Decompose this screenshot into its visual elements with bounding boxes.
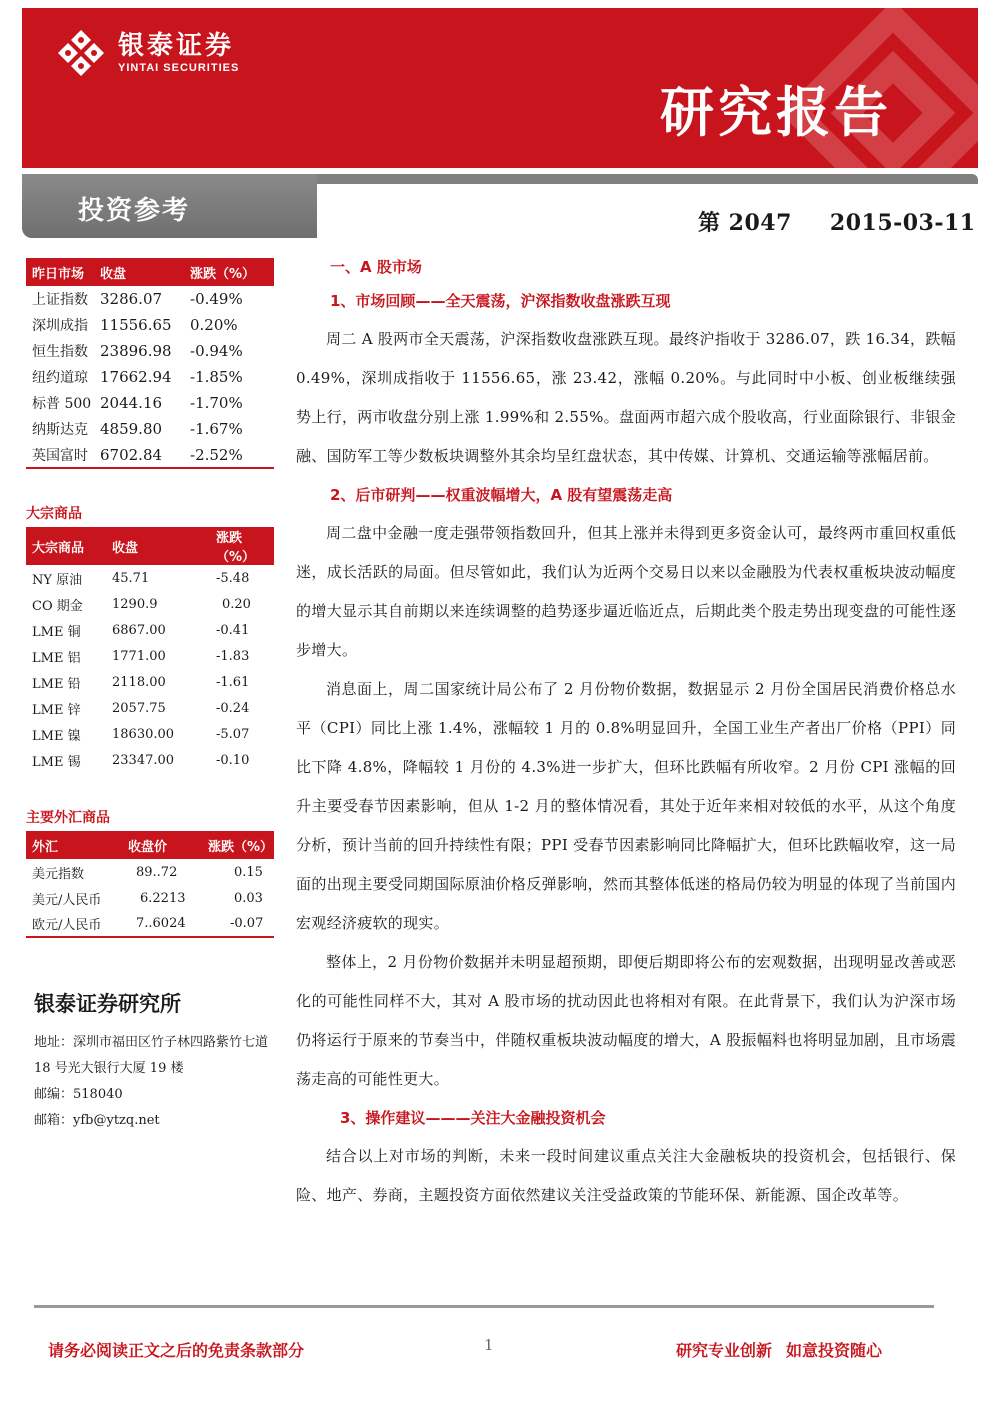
institute-contact [34,1030,279,1134]
column-header: 涨跌（%） [202,831,274,859]
yintai-logo-icon [56,28,106,78]
forex-change: 0.03 [234,890,263,906]
forex-close: 7..6024 [122,911,202,937]
table-row [26,416,274,442]
paragraph-market-review: 周二 A 股两市全天震荡，沪深指数收盘涨跌互现。最终沪指收于 3286.07，跌 16.34，跌幅 0.49%，深圳成指收于 11556.65，涨 23.42，涨幅 0.20%。与此同时中小板、创业板继续强势上行，两市收盘分别上涨 1.99%和 2.55%。盘面两市超六成个股收高，行业面除银行、非银金融、国防军工等少数板块调整外其余均呈红盘状态，其中传媒、计算机、交通运输等涨幅居前。 [296,330,956,465]
table-row [26,591,274,617]
paragraph-outlook-3: 整体上，2 月份物价数据并未明显超预期，即便后期即将公布的宏观数据，出现明显改善或恶化的可能性同样不大，其对 A 股市场的扰动因此也将相对有限。在此背景下，我们认为沪深市场仍将运行于原来的节奏当中，伴随权重板块波动幅度的增大，A 股振幅料也将明显加剧，且市场震荡走高的可能性更大。 [296,953,956,1088]
commodity-change: -1.83 [216,648,250,664]
slogan-1: 研究专业创新 [676,1341,773,1360]
column-header: 涨跌（%） [184,258,274,286]
forex-title: 主要外汇商品 [26,810,110,826]
market-name: 英国富时 [26,442,94,468]
disclaimer-notice: 请务必阅读正文之后的免责条款部分 [48,1341,305,1360]
table-row [26,643,274,669]
commodity-name: LME 铅 [32,676,81,692]
commodity-close: 1771.00 [112,648,166,664]
commodity-change: -5.48 [216,570,250,586]
forex-name: 美元指数 [32,866,85,882]
column-header: 外汇 [26,831,122,859]
table-row [26,747,274,773]
market-close: 2044.16 [100,394,163,412]
market-table [26,258,274,469]
commodities-table-header [26,527,274,565]
institute-name: 银泰证券研究所 [34,992,181,1016]
table-row [26,364,274,390]
table-row [26,286,274,312]
subheading-market-review: 1、市场回顾——全天震荡，沪深指数收盘涨跌互现 [330,292,671,310]
forex-change: 0.15 [234,864,263,880]
market-name: 纽约道琼 [32,370,88,386]
article-body [296,252,956,1215]
market-change: 0.20% [190,316,238,334]
commodity-name: LME 镍 [32,728,81,744]
table-row [26,312,274,338]
commodity-change: -0.10 [216,752,250,768]
forex-close: 89..72 [136,864,178,880]
commodity-name: LME 铝 [32,650,81,666]
issue-line [698,206,976,237]
table-row [26,885,274,911]
column-header: 收盘价 [122,831,202,859]
commodity-close: 18630.00 [112,726,175,742]
column-header: 昨日市场 [26,258,94,286]
page-number: 1 [484,1336,494,1354]
market-close: 4859.80 [100,420,163,438]
commodity-name: LME 锌 [32,702,81,718]
table-row [26,565,274,591]
commodity-name: NY 原油 [32,572,83,588]
section-tab-label: 投资参考 [78,196,191,226]
institute-address: 地址：深圳市福田区竹子林四路紫竹七道 18 号光大银行大厦 19 楼 [34,1035,269,1076]
market-name: 上证指数 [32,292,88,308]
forex-table-header [26,831,274,859]
commodities-table [26,527,274,773]
commodity-close: 2118.00 [112,674,166,690]
commodity-name: LME 铜 [32,624,81,640]
section-heading: 一、A 股市场 [330,258,422,276]
commodities-title: 大宗商品 [26,506,82,522]
market-close: 11556.65 [100,316,172,334]
logo-chinese-name: 银泰证券 [118,31,235,61]
commodity-close: 1290.9 [112,596,158,612]
market-name: 纳斯达克 [32,422,88,438]
commodity-close: 2057.75 [112,700,166,716]
report-title: 研究报告 [660,81,892,144]
commodity-close: 6867.00 [112,622,166,638]
column-header: 收盘 [106,527,206,565]
market-change: -1.70% [190,394,243,412]
footer-slogan [676,1338,882,1361]
market-change: -0.49% [190,290,243,308]
forex-name: 欧元/人民币 [26,911,122,937]
report-date: 2015-03-11 [829,210,976,236]
paragraph-advice: 结合以上对市场的判断，未来一段时间建议重点关注大金融板块的投资机会，包括银行、保险、地产、券商，主题投资方面依然建议关注受益政策的节能环保、新能源、国企改革等。 [296,1147,956,1204]
table-row [26,442,274,468]
issue-number: 第 2047 [698,210,792,236]
market-change: -2.52% [184,442,274,468]
market-close: 3286.07 [100,290,163,308]
company-logo [56,28,239,78]
logo-english-name: YINTAI SECURITIES [118,62,240,74]
market-change: -1.85% [190,368,243,386]
commodity-change: -5.07 [216,726,250,742]
commodity-close: 45.71 [112,570,150,586]
table-row [26,669,274,695]
paragraph-outlook-1: 周二盘中金融一度走强带领指数回升，但其上涨并未得到更多资金认可，最终两市重回权重低迷，成长活跃的局面。但尽管如此，我们认为近两个交易日以来以金融股为代表权重板块波动幅度的增大显示其自前期以来连续调整的趋势逐步逼近临近点，后期此类个股走势出现变盘的可能性逐步增大。 [296,524,956,659]
table-row [26,695,274,721]
header-banner [22,8,978,168]
commodity-change: 0.20 [222,596,251,612]
market-name: 标普 500 [32,396,92,412]
market-close: 17662.94 [100,368,172,386]
institute-email: 邮箱：yfb@ytzq.net [34,1113,160,1128]
subheading-advice: 3、操作建议———关注大金融投资机会 [340,1109,606,1127]
column-header: 大宗商品 [26,527,106,565]
commodity-change: -0.41 [216,622,250,638]
market-table-header [26,258,274,286]
subheading-outlook: 2、后市研判——权重波幅增大，A 股有望震荡走高 [330,486,673,504]
paragraph-outlook-2: 消息面上，周二国家统计局公布了 2 月份物价数据，数据显示 2 月份全国居民消费价格总水平（CPI）同比上涨 1.4%，涨幅较 1 月的 0.8%明显回升，全国工业生产者出厂价格（PPI）同比下降 4.8%，降幅较 1 月份的 4.3%进一步扩大，但环比跌幅有所收窄。2 月份 CPI 涨幅的回升主要受春节因素影响，但从 1-2 月的整体情况看，其处于近年来相对较低的水平，从这个角度分析，预计当前的回升持续性有限；PPI 受春节因素影响同比降幅扩大，但环比跌幅收窄，这一局面的出现主要受同期国际原油价格反弹影响，然而其整体低迷的格局仍较为明显的体现了当前国内宏观经济疲软的现实。 [296,680,956,932]
commodity-change: -1.61 [216,674,250,690]
column-header: 涨跌（%） [206,527,274,565]
commodity-name: CO 期金 [32,598,83,614]
table-row [26,338,274,364]
table-row [26,911,274,937]
table-row [26,390,274,416]
market-change: -1.67% [190,420,243,438]
market-name: 恒生指数 [32,344,88,360]
market-change: -0.94% [190,342,243,360]
table-row [26,859,274,885]
forex-change: -0.07 [202,911,274,937]
market-sidebar [26,258,274,938]
forex-name: 美元/人民币 [32,892,102,908]
market-close: 6702.84 [94,442,184,468]
forex-table [26,831,274,938]
slogan-2: 如意投资随心 [786,1341,883,1360]
commodity-close: 23347.00 [112,752,175,768]
table-row [26,721,274,747]
commodity-name: LME 锡 [32,754,81,770]
commodity-change: -0.24 [216,700,250,716]
table-row [26,617,274,643]
market-name: 深圳成指 [32,318,88,334]
institute-postcode: 邮编：518040 [34,1087,123,1102]
market-close: 23896.98 [100,342,172,360]
column-header: 收盘 [94,258,184,286]
footer-divider [34,1305,934,1308]
forex-close: 6.2213 [140,890,186,906]
